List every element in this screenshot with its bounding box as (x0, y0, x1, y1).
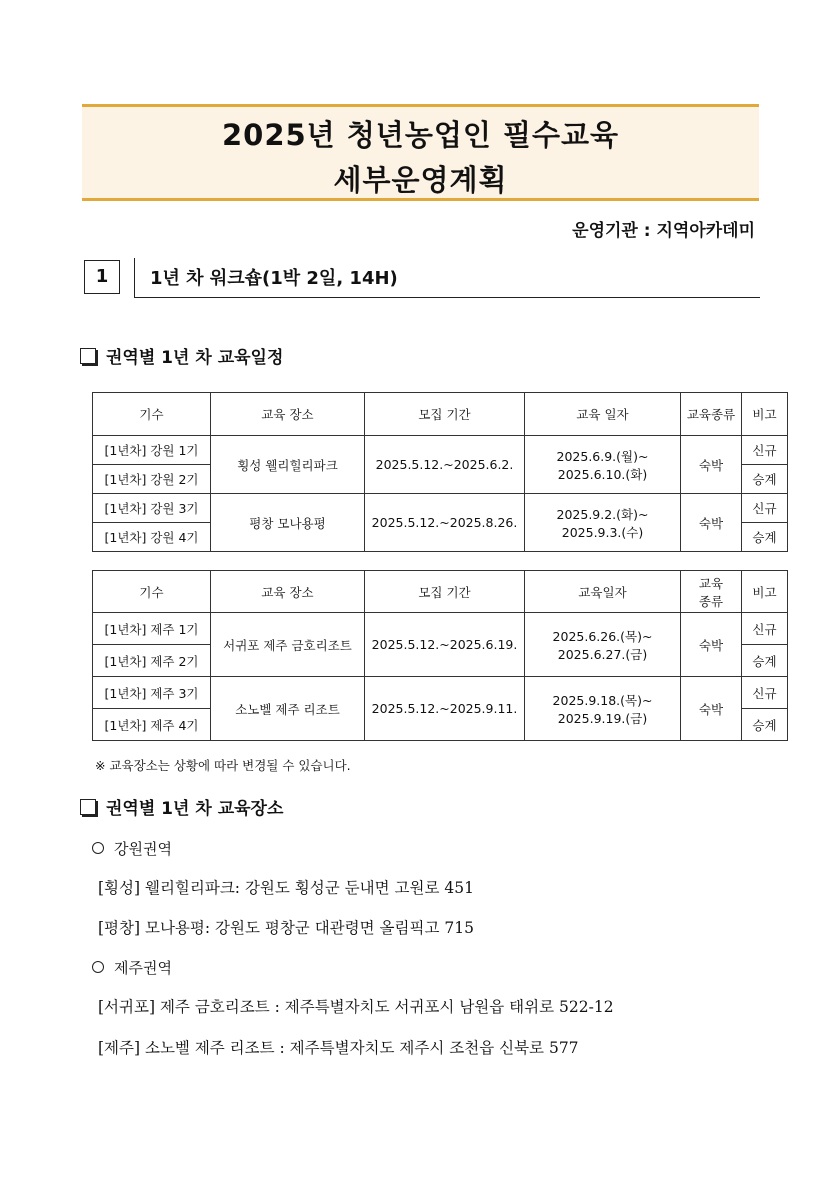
date-cell (525, 677, 681, 741)
schedule-heading (80, 343, 283, 368)
date-start: 2025.9.18.(목)~ (552, 692, 653, 708)
column-header-note: 비고 (742, 571, 788, 613)
column-header-place: 교육 장소 (211, 571, 365, 613)
column-header-type-line2: 종류 (698, 593, 724, 609)
column-header-period: 모집 기간 (365, 393, 525, 436)
date-end: 2025.6.27.(금) (557, 646, 648, 662)
section-number: 1 (84, 260, 120, 294)
place-cell: 횡성 웰리힐리파크 (211, 436, 365, 494)
column-header-type: 교육종류 (681, 393, 742, 436)
venue-item: [평창] 모나용평: 강원도 평창군 대관령면 올림픽고 715 (98, 919, 474, 937)
document-title-box (82, 104, 759, 201)
cohort-cell: [1년차] 제주 4기 (93, 709, 211, 741)
circle-bullet-icon (92, 842, 104, 854)
schedule-table-jeju (92, 570, 788, 741)
checkbox-icon (80, 348, 96, 364)
cohort-cell: [1년차] 제주 2기 (93, 645, 211, 677)
date-start: 2025.6.26.(목)~ (552, 628, 653, 644)
date-cell (525, 494, 681, 552)
venues-heading (80, 794, 283, 819)
column-header-note: 비고 (742, 393, 788, 436)
cohort-cell: [1년차] 강원 2기 (93, 465, 211, 494)
section-divider (134, 258, 135, 298)
venues-heading-text: 권역별 1년 차 교육장소 (106, 799, 284, 819)
column-header-cohort: 기수 (93, 571, 211, 613)
table-header-row (93, 571, 788, 613)
venue-item: [서귀포] 제주 금호리조트 : 제주특별자치도 서귀포시 남원읍 태위로 522-12 (98, 998, 614, 1016)
type-cell: 숙박 (681, 613, 742, 677)
column-header-cohort: 기수 (93, 393, 211, 436)
place-cell: 소노벨 제주 리조트 (211, 677, 365, 741)
note-cell: 승계 (742, 645, 788, 677)
venue-item: [횡성] 웰리힐리파크: 강원도 횡성군 둔내면 고원로 451 (98, 879, 474, 897)
type-cell: 숙박 (681, 677, 742, 741)
document-title: 2025년 청년농업인 필수교육 (221, 118, 620, 152)
note-cell: 승계 (742, 465, 788, 494)
checkbox-icon (80, 799, 96, 815)
document-subtitle: 세부운영계획 (333, 163, 508, 197)
date-cell (525, 436, 681, 494)
note-cell: 신규 (742, 436, 788, 465)
column-header-date: 교육일자 (525, 571, 681, 613)
type-cell: 숙박 (681, 436, 742, 494)
column-header-period: 모집 기간 (365, 571, 525, 613)
schedule-table-gangwon (92, 392, 788, 552)
circle-bullet-icon (92, 961, 104, 973)
date-start: 2025.6.9.(월)~ (556, 448, 649, 464)
place-cell: 서귀포 제주 금호리조트 (211, 613, 365, 677)
date-cell (525, 613, 681, 677)
section-title: 1년 차 워크숍(1박 2일, 14H) (150, 268, 398, 289)
date-end: 2025.9.19.(금) (557, 710, 648, 726)
note-cell: 신규 (742, 494, 788, 523)
type-cell: 숙박 (681, 494, 742, 552)
date-end: 2025.6.10.(화) (557, 466, 648, 482)
region-jeju (92, 957, 172, 978)
schedule-heading-text: 권역별 1년 차 교육일정 (106, 348, 284, 368)
column-header-type-line1: 교육 (698, 575, 724, 591)
cohort-cell: [1년차] 강원 3기 (93, 494, 211, 523)
column-header-type (681, 571, 742, 613)
note-cell: 신규 (742, 613, 788, 645)
date-end: 2025.9.3.(수) (561, 524, 644, 540)
date-start: 2025.9.2.(화)~ (556, 506, 649, 522)
organizer-label: 운영기관 : 지역아카데미 (572, 221, 755, 241)
table-row (93, 677, 788, 709)
region-gangwon (92, 838, 172, 859)
column-header-date: 교육 일자 (525, 393, 681, 436)
period-cell: 2025.5.12.~2025.6.19. (365, 613, 525, 677)
period-cell: 2025.5.12.~2025.8.26. (365, 494, 525, 552)
period-cell: 2025.5.12.~2025.6.2. (365, 436, 525, 494)
venue-item: [제주] 소노벨 제주 리조트 : 제주특별자치도 제주시 조천읍 신북로 577 (98, 1039, 579, 1057)
table-header-row (93, 393, 788, 436)
note-cell: 신규 (742, 677, 788, 709)
cohort-cell: [1년차] 강원 1기 (93, 436, 211, 465)
period-cell: 2025.5.12.~2025.9.11. (365, 677, 525, 741)
cohort-cell: [1년차] 강원 4기 (93, 523, 211, 552)
cohort-cell: [1년차] 제주 1기 (93, 613, 211, 645)
region-name: 강원권역 (114, 840, 172, 858)
table-row (93, 436, 788, 465)
table-row (93, 494, 788, 523)
column-header-place: 교육 장소 (211, 393, 365, 436)
table-row (93, 613, 788, 645)
place-cell: 평창 모나용평 (211, 494, 365, 552)
cohort-cell: [1년차] 제주 3기 (93, 677, 211, 709)
section-underline (134, 297, 760, 298)
note-cell: 승계 (742, 523, 788, 552)
note-cell: 승계 (742, 709, 788, 741)
schedule-footnote: ※ 교육장소는 상황에 따라 변경될 수 있습니다. (95, 758, 351, 773)
region-name: 제주권역 (114, 959, 172, 977)
